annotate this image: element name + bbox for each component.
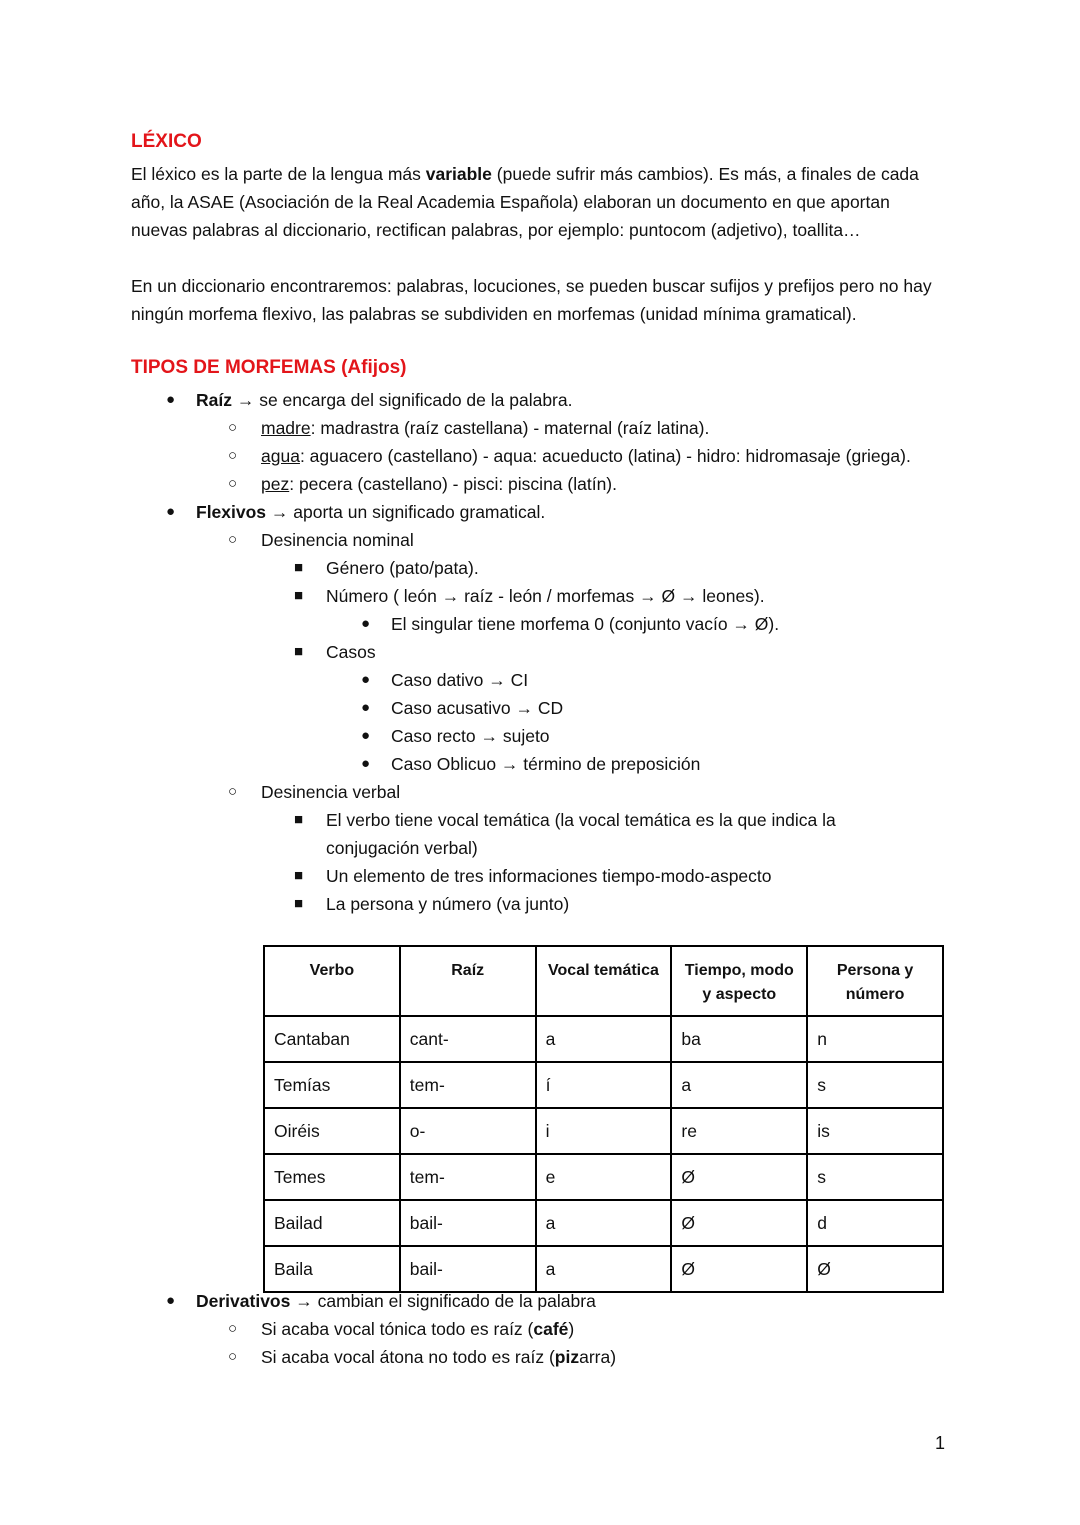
bullet-square-icon: ■: [294, 811, 304, 828]
column-header: Tiempo, modo y aspecto: [671, 946, 807, 1016]
raiz-example-pez: pez: pecera (castellano) - pisci: piscina (latín).: [261, 474, 617, 494]
bullet-dot-icon: ●: [361, 699, 371, 716]
table-row: [264, 1108, 943, 1154]
table-cell: Ø: [671, 1246, 807, 1292]
table-row: [264, 1062, 943, 1108]
bullet-circle-icon: ○: [228, 419, 238, 436]
caso-dativo: Caso dativo → CI: [391, 670, 529, 690]
lexico-heading: LÉXICO: [131, 131, 202, 152]
tres-informaciones-item: Un elemento de tres informaciones tiempo-modo-aspecto: [326, 866, 772, 886]
table-cell: tem-: [400, 1062, 536, 1108]
table-cell: ba: [671, 1016, 807, 1062]
table-cell: Bailad: [264, 1200, 400, 1246]
tipos-heading: TIPOS DE MORFEMAS (Afijos): [131, 357, 407, 378]
table-cell: Ø: [671, 1154, 807, 1200]
table-cell: Baila: [264, 1246, 400, 1292]
table-cell: s: [807, 1062, 943, 1108]
column-header: Raíz: [400, 946, 536, 1016]
table-cell: a: [536, 1246, 672, 1292]
bullet-circle-icon: ○: [228, 1320, 238, 1337]
raiz-example-madre: madre: madrastra (raíz castellana) - maternal (raíz latina).: [261, 418, 710, 438]
table-cell: d: [807, 1200, 943, 1246]
persona-numero-item: La persona y número (va junto): [326, 894, 570, 914]
bullet-square-icon: ■: [294, 559, 304, 576]
bullet-dot-icon: ●: [361, 671, 371, 688]
table-cell: a: [536, 1200, 672, 1246]
table-cell: n: [807, 1016, 943, 1062]
desinencia-verbal: Desinencia verbal: [261, 782, 401, 802]
table-cell: Ø: [671, 1200, 807, 1246]
table-row: [264, 1154, 943, 1200]
table-cell: tem-: [400, 1154, 536, 1200]
bullet-square-icon: ■: [294, 895, 304, 912]
bullet-circle-icon: ○: [228, 1348, 238, 1365]
table-row: [264, 1016, 943, 1062]
table-cell: Ø: [807, 1246, 943, 1292]
table-cell: i: [536, 1108, 672, 1154]
bullet-circle-icon: ○: [228, 783, 238, 800]
caso-acusativo: Caso acusativo → CD: [391, 698, 564, 718]
table-cell: re: [671, 1108, 807, 1154]
vocal-tematica-item: El verbo tiene vocal temática (la vocal temática es la que indica la conjugación verbal): [326, 810, 836, 858]
table-cell: e: [536, 1154, 672, 1200]
verb-morphology-table: [263, 945, 944, 1293]
table-row: [264, 1200, 943, 1246]
bullet-square-icon: ■: [294, 867, 304, 884]
table-cell: cant-: [400, 1016, 536, 1062]
table-cell: bail-: [400, 1246, 536, 1292]
table-cell: í: [536, 1062, 672, 1108]
table-cell: a: [536, 1016, 672, 1062]
caso-oblicuo: Caso Oblicuo → término de preposición: [391, 754, 701, 774]
bullet-square-icon: ■: [294, 587, 304, 604]
bullet-dot-icon: ●: [361, 755, 371, 772]
vocal-tonica-item: Si acaba vocal tónica todo es raíz (café): [261, 1319, 575, 1339]
column-header: Vocal temática: [536, 946, 672, 1016]
genero-item: Género (pato/pata).: [326, 558, 479, 578]
table-cell: s: [807, 1154, 943, 1200]
caso-recto: Caso recto → sujeto: [391, 726, 550, 746]
table-cell: Temías: [264, 1062, 400, 1108]
numero-item: Número ( león → raíz - león / morfemas → Ø → leones).: [326, 586, 765, 606]
lexico-paragraph-2: En un diccionario encontraremos: palabras, locuciones, se pueden buscar sufijos y prefijos pero no hay ningún morfema flexivo, las palabras se subdividen en morfemas (unidad mínima gramatical).: [131, 276, 932, 324]
table-cell: is: [807, 1108, 943, 1154]
table-cell: Cantaban: [264, 1016, 400, 1062]
singular-item: El singular tiene morfema 0 (conjunto vacío → Ø).: [391, 614, 780, 634]
bullet-dot-icon: ●: [166, 391, 176, 408]
bullet-dot-icon: ●: [361, 727, 371, 744]
raiz-example-agua: agua: aguacero (castellano) - aqua: acueducto (latina) - hidro: hidromasaje (griega).: [261, 446, 911, 466]
bullet-circle-icon: ○: [228, 475, 238, 492]
column-header: Verbo: [264, 946, 400, 1016]
page-number: 1: [935, 1433, 946, 1453]
column-header: Persona y número: [807, 946, 943, 1016]
table-row: [264, 1246, 943, 1292]
vocal-atona-item: Si acaba vocal átona no todo es raíz (pizarra): [261, 1347, 617, 1367]
table-cell: a: [671, 1062, 807, 1108]
bullet-dot-icon: ●: [166, 503, 176, 520]
table-cell: Oiréis: [264, 1108, 400, 1154]
desinencia-nominal: Desinencia nominal: [261, 530, 414, 550]
bullet-dot-icon: ●: [361, 615, 371, 632]
table-header-row: [264, 946, 943, 1016]
lexico-paragraph-1: El léxico es la parte de la lengua más variable (puede sufrir más cambios). Es más, a finales de cada año, la ASAE (Asociación de la Real Academia Española) elaboran un documento en que aportan nuevas palabras al diccionario, rectifican palabras, por ejemplo: puntocom (adjetivo), toallita…: [131, 164, 919, 240]
bullet-circle-icon: ○: [228, 531, 238, 548]
derivativos-item: Derivativos → cambian el significado de la palabra: [196, 1291, 596, 1311]
bullet-dot-icon: ●: [166, 1292, 176, 1309]
casos-item: Casos: [326, 642, 376, 662]
flexivos-item: Flexivos → aporta un significado gramatical.: [196, 502, 546, 522]
table-cell: bail-: [400, 1200, 536, 1246]
raiz-item: Raíz → se encarga del significado de la palabra.: [196, 390, 573, 410]
bullet-square-icon: ■: [294, 643, 304, 660]
bullet-circle-icon: ○: [228, 447, 238, 464]
table-cell: o-: [400, 1108, 536, 1154]
table-cell: Temes: [264, 1154, 400, 1200]
